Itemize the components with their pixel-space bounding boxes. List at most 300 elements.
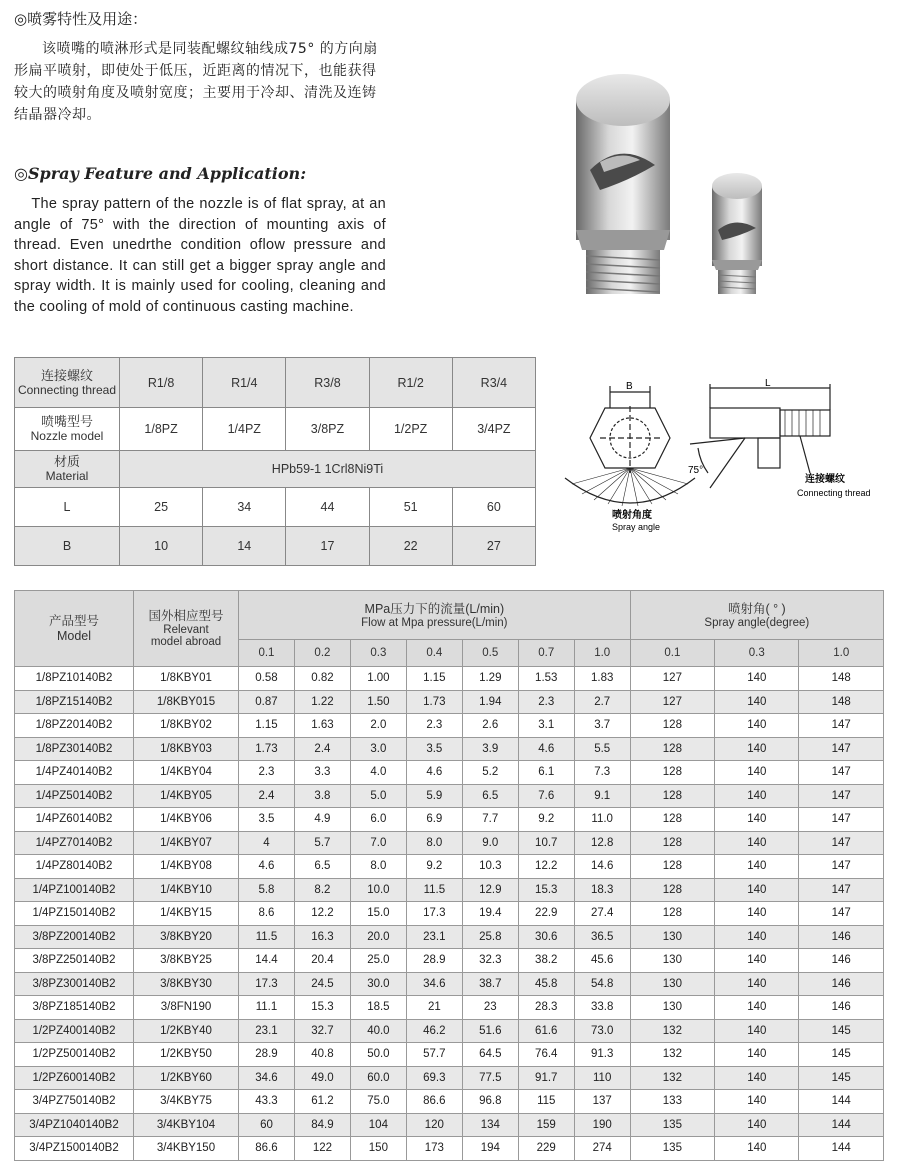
value-cell: 146 (799, 949, 884, 973)
value-cell: 148 (799, 667, 884, 691)
value-cell: 18.3 (574, 878, 630, 902)
model-cell: 3/4PZ750140B2 (15, 1090, 134, 1114)
value-cell: 120 (406, 1113, 462, 1137)
value-cell: 20.0 (350, 925, 406, 949)
value-cell: 128 (630, 831, 714, 855)
value-cell: 49.0 (294, 1066, 350, 1090)
abroad-model-cell: 1/2KBY40 (134, 1019, 239, 1043)
value-cell: 8.2 (294, 878, 350, 902)
abroad-model-cell: 1/4KBY06 (134, 808, 239, 832)
value-cell: 57.7 (406, 1043, 462, 1067)
value-cell: 30.6 (518, 925, 574, 949)
value-cell: 61.2 (294, 1090, 350, 1114)
small-nozzle (712, 173, 762, 294)
value-cell: 128 (630, 714, 714, 738)
value-cell: 15.3 (294, 996, 350, 1020)
value-cell: 2.7 (574, 690, 630, 714)
value-cell: 128 (630, 761, 714, 785)
value-cell: 0.58 (239, 667, 295, 691)
value-cell: 25.0 (350, 949, 406, 973)
table-row (15, 902, 884, 926)
value-cell: 12.2 (294, 902, 350, 926)
value-cell: 146 (799, 972, 884, 996)
spec-row-model (15, 408, 536, 451)
value-cell: 128 (630, 855, 714, 879)
value-cell: 2.3 (518, 690, 574, 714)
value-cell: 115 (518, 1090, 574, 1114)
value-cell: 147 (799, 784, 884, 808)
angle-pressure-header: 0.3 (715, 640, 799, 667)
angle-pressure-header: 1.0 (799, 640, 884, 667)
material-value: HPb59-1 1Crl8Ni9Ti (120, 451, 536, 488)
value-cell: 3.5 (406, 737, 462, 761)
thread-label-en: Connecting thread (17, 382, 117, 397)
value-cell: 25.8 (462, 925, 518, 949)
value-cell: 144 (799, 1113, 884, 1137)
model-cell: 1/2PZ600140B2 (15, 1066, 134, 1090)
value-cell: 50.0 (350, 1043, 406, 1067)
model-cell: 3/4PZ1500140B2 (15, 1137, 134, 1161)
value-cell: 140 (715, 902, 799, 926)
spec-row-material (15, 451, 536, 488)
table-row (15, 972, 884, 996)
value-cell: 3.8 (294, 784, 350, 808)
value-cell: 9.2 (518, 808, 574, 832)
value-cell: 12.8 (574, 831, 630, 855)
value-cell: 32.7 (294, 1019, 350, 1043)
table-row (15, 1090, 884, 1114)
value-cell: 1.29 (462, 667, 518, 691)
drawing-b-label: B (626, 381, 633, 392)
value-cell: 1.22 (294, 690, 350, 714)
model-label-cn: 喷嘴型号 (40, 414, 93, 429)
abroad-model-cell: 1/4KBY10 (134, 878, 239, 902)
abroad-cn: 国外相应型号 (148, 609, 224, 623)
value-cell: 128 (630, 808, 714, 832)
spec-cell: 60 (452, 488, 535, 527)
model-column-header (15, 591, 134, 667)
model-cell: 1/4PZ40140B2 (15, 761, 134, 785)
value-cell: 130 (630, 925, 714, 949)
value-cell: 34.6 (406, 972, 462, 996)
value-cell: 147 (799, 878, 884, 902)
value-cell: 140 (715, 996, 799, 1020)
spec-cell: R3/8 (286, 358, 369, 408)
table-row (15, 1113, 884, 1137)
technical-drawing (560, 378, 890, 538)
value-cell: 1.73 (239, 737, 295, 761)
value-cell: 140 (715, 949, 799, 973)
value-cell: 86.6 (239, 1137, 295, 1161)
value-cell: 5.7 (294, 831, 350, 855)
value-cell: 7.0 (350, 831, 406, 855)
flow-pressure-header: 0.7 (518, 640, 574, 667)
value-cell: 61.6 (518, 1019, 574, 1043)
value-cell: 17.3 (239, 972, 295, 996)
spec-row-b (15, 527, 536, 566)
value-cell: 15.0 (350, 902, 406, 926)
abroad-model-cell: 3/8KBY30 (134, 972, 239, 996)
table-row (15, 667, 884, 691)
value-cell: 24.5 (294, 972, 350, 996)
value-cell: 140 (715, 784, 799, 808)
model-cell: 1/8PZ10140B2 (15, 667, 134, 691)
value-cell: 190 (574, 1113, 630, 1137)
value-cell: 14.4 (239, 949, 295, 973)
abroad-model-cell: 3/4KBY150 (134, 1137, 239, 1161)
value-cell: 132 (630, 1019, 714, 1043)
abroad-model-cell: 1/4KBY15 (134, 902, 239, 926)
value-cell: 3.1 (518, 714, 574, 738)
drawing-l-label: L (765, 378, 771, 389)
model-cell: 1/4PZ80140B2 (15, 855, 134, 879)
value-cell: 135 (630, 1113, 714, 1137)
value-cell: 1.73 (406, 690, 462, 714)
value-cell: 11.5 (406, 878, 462, 902)
value-cell: 140 (715, 1113, 799, 1137)
abroad-model-cell: 1/2KBY50 (134, 1043, 239, 1067)
value-cell: 15.3 (518, 878, 574, 902)
value-cell: 43.3 (239, 1090, 295, 1114)
model-cell: 1/4PZ50140B2 (15, 784, 134, 808)
value-cell: 147 (799, 737, 884, 761)
value-cell: 2.3 (406, 714, 462, 738)
value-cell: 0.87 (239, 690, 295, 714)
value-cell: 51.6 (462, 1019, 518, 1043)
thread-header (15, 358, 120, 408)
large-nozzle (576, 74, 670, 294)
table-row (15, 737, 884, 761)
value-cell: 150 (350, 1137, 406, 1161)
table-row (15, 761, 884, 785)
value-cell: 0.82 (294, 667, 350, 691)
value-cell: 147 (799, 761, 884, 785)
flow-pressure-header: 0.4 (406, 640, 462, 667)
value-cell: 22.9 (518, 902, 574, 926)
value-cell: 7.7 (462, 808, 518, 832)
value-cell: 132 (630, 1066, 714, 1090)
abroad-model-cell: 1/2KBY60 (134, 1066, 239, 1090)
abroad-column-header (134, 591, 239, 667)
value-cell: 11.5 (239, 925, 295, 949)
value-cell: 23.1 (406, 925, 462, 949)
abroad-model-cell: 1/4KBY07 (134, 831, 239, 855)
value-cell: 11.0 (574, 808, 630, 832)
model-en: Model (56, 628, 92, 643)
cn-description: 该喷嘴的喷淋形式是同装配螺纹轴线成75° 的方向扇形扁平喷射，即使处于低压，近距离的情况下，也能获得较大的喷射角度及喷射宽度；主要用于冷却、清洗及连铸结晶器冷却。 (14, 41, 378, 123)
value-cell: 130 (630, 972, 714, 996)
value-cell: 3.0 (350, 737, 406, 761)
value-cell: 19.4 (462, 902, 518, 926)
value-cell: 1.94 (462, 690, 518, 714)
material-label-en: Material (45, 469, 89, 483)
table-row (15, 831, 884, 855)
flow-cn: MPa压力下的流量(L/min) (364, 601, 505, 616)
value-cell: 140 (715, 714, 799, 738)
value-cell: 3.9 (462, 737, 518, 761)
spec-cell: 10 (120, 527, 203, 566)
angle-pressure-header: 0.1 (630, 640, 714, 667)
model-cell: 1/8PZ30140B2 (15, 737, 134, 761)
value-cell: 54.8 (574, 972, 630, 996)
value-cell: 1.83 (574, 667, 630, 691)
table-row (15, 784, 884, 808)
value-cell: 9.2 (406, 855, 462, 879)
model-cell: 1/4PZ70140B2 (15, 831, 134, 855)
value-cell: 23 (462, 996, 518, 1020)
table-row (15, 714, 884, 738)
value-cell: 147 (799, 714, 884, 738)
abroad-model-cell: 3/8KBY25 (134, 949, 239, 973)
value-cell: 64.5 (462, 1043, 518, 1067)
value-cell: 140 (715, 1019, 799, 1043)
value-cell: 140 (715, 972, 799, 996)
abroad-model-cell: 1/8KBY015 (134, 690, 239, 714)
flow-pressure-header: 1.0 (574, 640, 630, 667)
spray-angle-en: Spray angle (612, 522, 661, 532)
value-cell: 60 (239, 1113, 295, 1137)
value-cell: 140 (715, 1043, 799, 1067)
value-cell: 110 (574, 1066, 630, 1090)
value-cell: 140 (715, 761, 799, 785)
value-cell: 12.9 (462, 878, 518, 902)
spec-cell: 44 (286, 488, 369, 527)
value-cell: 1.53 (518, 667, 574, 691)
value-cell: 3.7 (574, 714, 630, 738)
value-cell: 34.6 (239, 1066, 295, 1090)
value-cell: 28.3 (518, 996, 574, 1020)
value-cell: 4.9 (294, 808, 350, 832)
model-cell: 1/4PZ60140B2 (15, 808, 134, 832)
value-cell: 140 (715, 925, 799, 949)
flow-pressure-header: 0.1 (239, 640, 295, 667)
value-cell: 7.3 (574, 761, 630, 785)
value-cell: 146 (799, 996, 884, 1020)
value-cell: 140 (715, 667, 799, 691)
value-cell: 5.5 (574, 737, 630, 761)
value-cell: 4 (239, 831, 295, 855)
flow-pressure-header: 0.5 (462, 640, 518, 667)
value-cell: 17.3 (406, 902, 462, 926)
value-cell: 30.0 (350, 972, 406, 996)
value-cell: 32.3 (462, 949, 518, 973)
abroad-model-cell: 3/8KBY20 (134, 925, 239, 949)
spec-cell: 27 (452, 527, 535, 566)
value-cell: 75.0 (350, 1090, 406, 1114)
value-cell: 10.0 (350, 878, 406, 902)
value-cell: 122 (294, 1137, 350, 1161)
spray-angle-cn: 喷射角度 (612, 510, 652, 521)
flow-group-header (239, 591, 631, 640)
value-cell: 229 (518, 1137, 574, 1161)
value-cell: 10.3 (462, 855, 518, 879)
value-cell: 173 (406, 1137, 462, 1161)
side-view-body (710, 408, 780, 438)
table-row (15, 925, 884, 949)
value-cell: 2.3 (239, 761, 295, 785)
spec-row-l (15, 488, 536, 527)
value-cell: 104 (350, 1113, 406, 1137)
spec-cell: R1/8 (120, 358, 203, 408)
spec-row-thread (15, 358, 536, 408)
connecting-thread-en: Connecting thread (797, 488, 871, 498)
abroad-en2: model abroad (150, 636, 222, 648)
value-cell: 27.4 (574, 902, 630, 926)
b-header: B (15, 527, 120, 566)
abroad-model-cell: 1/8KBY01 (134, 667, 239, 691)
spec-cell: 3/4PZ (452, 408, 535, 451)
spec-cell: 3/8PZ (286, 408, 369, 451)
value-cell: 45.8 (518, 972, 574, 996)
table-row (15, 1019, 884, 1043)
model-cell: 3/8PZ200140B2 (15, 925, 134, 949)
value-cell: 7.6 (518, 784, 574, 808)
value-cell: 6.5 (294, 855, 350, 879)
value-cell: 1.50 (350, 690, 406, 714)
value-cell: 45.6 (574, 949, 630, 973)
value-cell: 127 (630, 690, 714, 714)
value-cell: 135 (630, 1137, 714, 1161)
value-cell: 84.9 (294, 1113, 350, 1137)
value-cell: 140 (715, 1090, 799, 1114)
abroad-model-cell: 1/4KBY04 (134, 761, 239, 785)
value-cell: 274 (574, 1137, 630, 1161)
thread-label-cn: 连接螺纹 (40, 367, 93, 383)
spec-cell: 22 (369, 527, 452, 566)
value-cell: 16.3 (294, 925, 350, 949)
value-cell: 18.5 (350, 996, 406, 1020)
value-cell: 28.9 (406, 949, 462, 973)
model-cell: 3/8PZ185140B2 (15, 996, 134, 1020)
spec-cell: 25 (120, 488, 203, 527)
value-cell: 137 (574, 1090, 630, 1114)
value-cell: 96.8 (462, 1090, 518, 1114)
cn-section-heading: ◎喷雾特性及用途： (14, 10, 148, 28)
value-cell: 9.0 (462, 831, 518, 855)
table-row (15, 855, 884, 879)
value-cell: 36.5 (574, 925, 630, 949)
value-cell: 140 (715, 808, 799, 832)
value-cell: 147 (799, 831, 884, 855)
abroad-model-cell: 1/8KBY03 (134, 737, 239, 761)
value-cell: 140 (715, 737, 799, 761)
value-cell: 11.1 (239, 996, 295, 1020)
spec-cell: R3/4 (452, 358, 535, 408)
spec-cell: R1/2 (369, 358, 452, 408)
spec-cell: 51 (369, 488, 452, 527)
model-cell: 1/8PZ20140B2 (15, 714, 134, 738)
value-cell: 69.3 (406, 1066, 462, 1090)
value-cell: 4.6 (239, 855, 295, 879)
value-cell: 132 (630, 1043, 714, 1067)
value-cell: 3.3 (294, 761, 350, 785)
flow-table (14, 590, 884, 1161)
value-cell: 76.4 (518, 1043, 574, 1067)
value-cell: 8.0 (350, 855, 406, 879)
model-cell: 3/8PZ300140B2 (15, 972, 134, 996)
value-cell: 46.2 (406, 1019, 462, 1043)
value-cell: 146 (799, 925, 884, 949)
value-cell: 5.8 (239, 878, 295, 902)
model-cell: 1/4PZ150140B2 (15, 902, 134, 926)
value-cell: 133 (630, 1090, 714, 1114)
model-cell: 1/2PZ400140B2 (15, 1019, 134, 1043)
abroad-model-cell: 3/4KBY104 (134, 1113, 239, 1137)
value-cell: 1.63 (294, 714, 350, 738)
nozzle-photo (560, 70, 870, 310)
table-row (15, 1137, 884, 1161)
value-cell: 128 (630, 784, 714, 808)
value-cell: 23.1 (239, 1019, 295, 1043)
table-row (15, 1043, 884, 1067)
spec-cell: 1/8PZ (120, 408, 203, 451)
model-cell: 1/8PZ15140B2 (15, 690, 134, 714)
value-cell: 21 (406, 996, 462, 1020)
value-cell: 128 (630, 737, 714, 761)
value-cell: 5.0 (350, 784, 406, 808)
flow-pressure-header: 0.2 (294, 640, 350, 667)
abroad-model-cell: 1/8KBY02 (134, 714, 239, 738)
spec-cell: 17 (286, 527, 369, 566)
value-cell: 5.2 (462, 761, 518, 785)
value-cell: 4.6 (518, 737, 574, 761)
spec-cell: 1/4PZ (203, 408, 286, 451)
table-row (15, 808, 884, 832)
value-cell: 1.15 (239, 714, 295, 738)
value-cell: 40.8 (294, 1043, 350, 1067)
value-cell: 130 (630, 949, 714, 973)
value-cell: 40.0 (350, 1019, 406, 1043)
value-cell: 134 (462, 1113, 518, 1137)
value-cell: 4.0 (350, 761, 406, 785)
value-cell: 33.8 (574, 996, 630, 1020)
value-cell: 145 (799, 1066, 884, 1090)
value-cell: 12.2 (518, 855, 574, 879)
abroad-model-cell: 1/4KBY05 (134, 784, 239, 808)
value-cell: 73.0 (574, 1019, 630, 1043)
en-description: The spray pattern of the nozzle is of flat spray, at an angle of 75° with the direction of mounting axis of thread. Even unedrthe condition oflow pressure and short distance. It can still get a bigger spray angle and spray width. It is mainly used for cooling, cleaning and the cooling of mold of continuous casting machine. (14, 196, 386, 315)
abroad-model-cell: 3/4KBY75 (134, 1090, 239, 1114)
value-cell: 5.9 (406, 784, 462, 808)
value-cell: 2.0 (350, 714, 406, 738)
model-cell: 3/4PZ1040140B2 (15, 1113, 134, 1137)
value-cell: 144 (799, 1090, 884, 1114)
table-row (15, 996, 884, 1020)
value-cell: 2.4 (239, 784, 295, 808)
flow-en: Flow at Mpa pressure(L/min) (361, 616, 508, 629)
en-section-heading: ◎Spray Feature and Application: (14, 164, 307, 183)
value-cell: 140 (715, 878, 799, 902)
value-cell: 147 (799, 855, 884, 879)
model-cn: 产品型号 (48, 613, 99, 628)
value-cell: 148 (799, 690, 884, 714)
value-cell: 8.0 (406, 831, 462, 855)
value-cell: 130 (630, 996, 714, 1020)
spec-table (14, 357, 536, 566)
value-cell: 38.7 (462, 972, 518, 996)
value-cell: 60.0 (350, 1066, 406, 1090)
value-cell: 159 (518, 1113, 574, 1137)
table-row (15, 949, 884, 973)
value-cell: 3.5 (239, 808, 295, 832)
value-cell: 1.15 (406, 667, 462, 691)
spec-cell: 1/2PZ (369, 408, 452, 451)
value-cell: 86.6 (406, 1090, 462, 1114)
value-cell: 2.4 (294, 737, 350, 761)
abroad-model-cell: 3/8FN190 (134, 996, 239, 1020)
angle-cn: 喷射角( ° ) (727, 601, 786, 616)
value-cell: 128 (630, 878, 714, 902)
